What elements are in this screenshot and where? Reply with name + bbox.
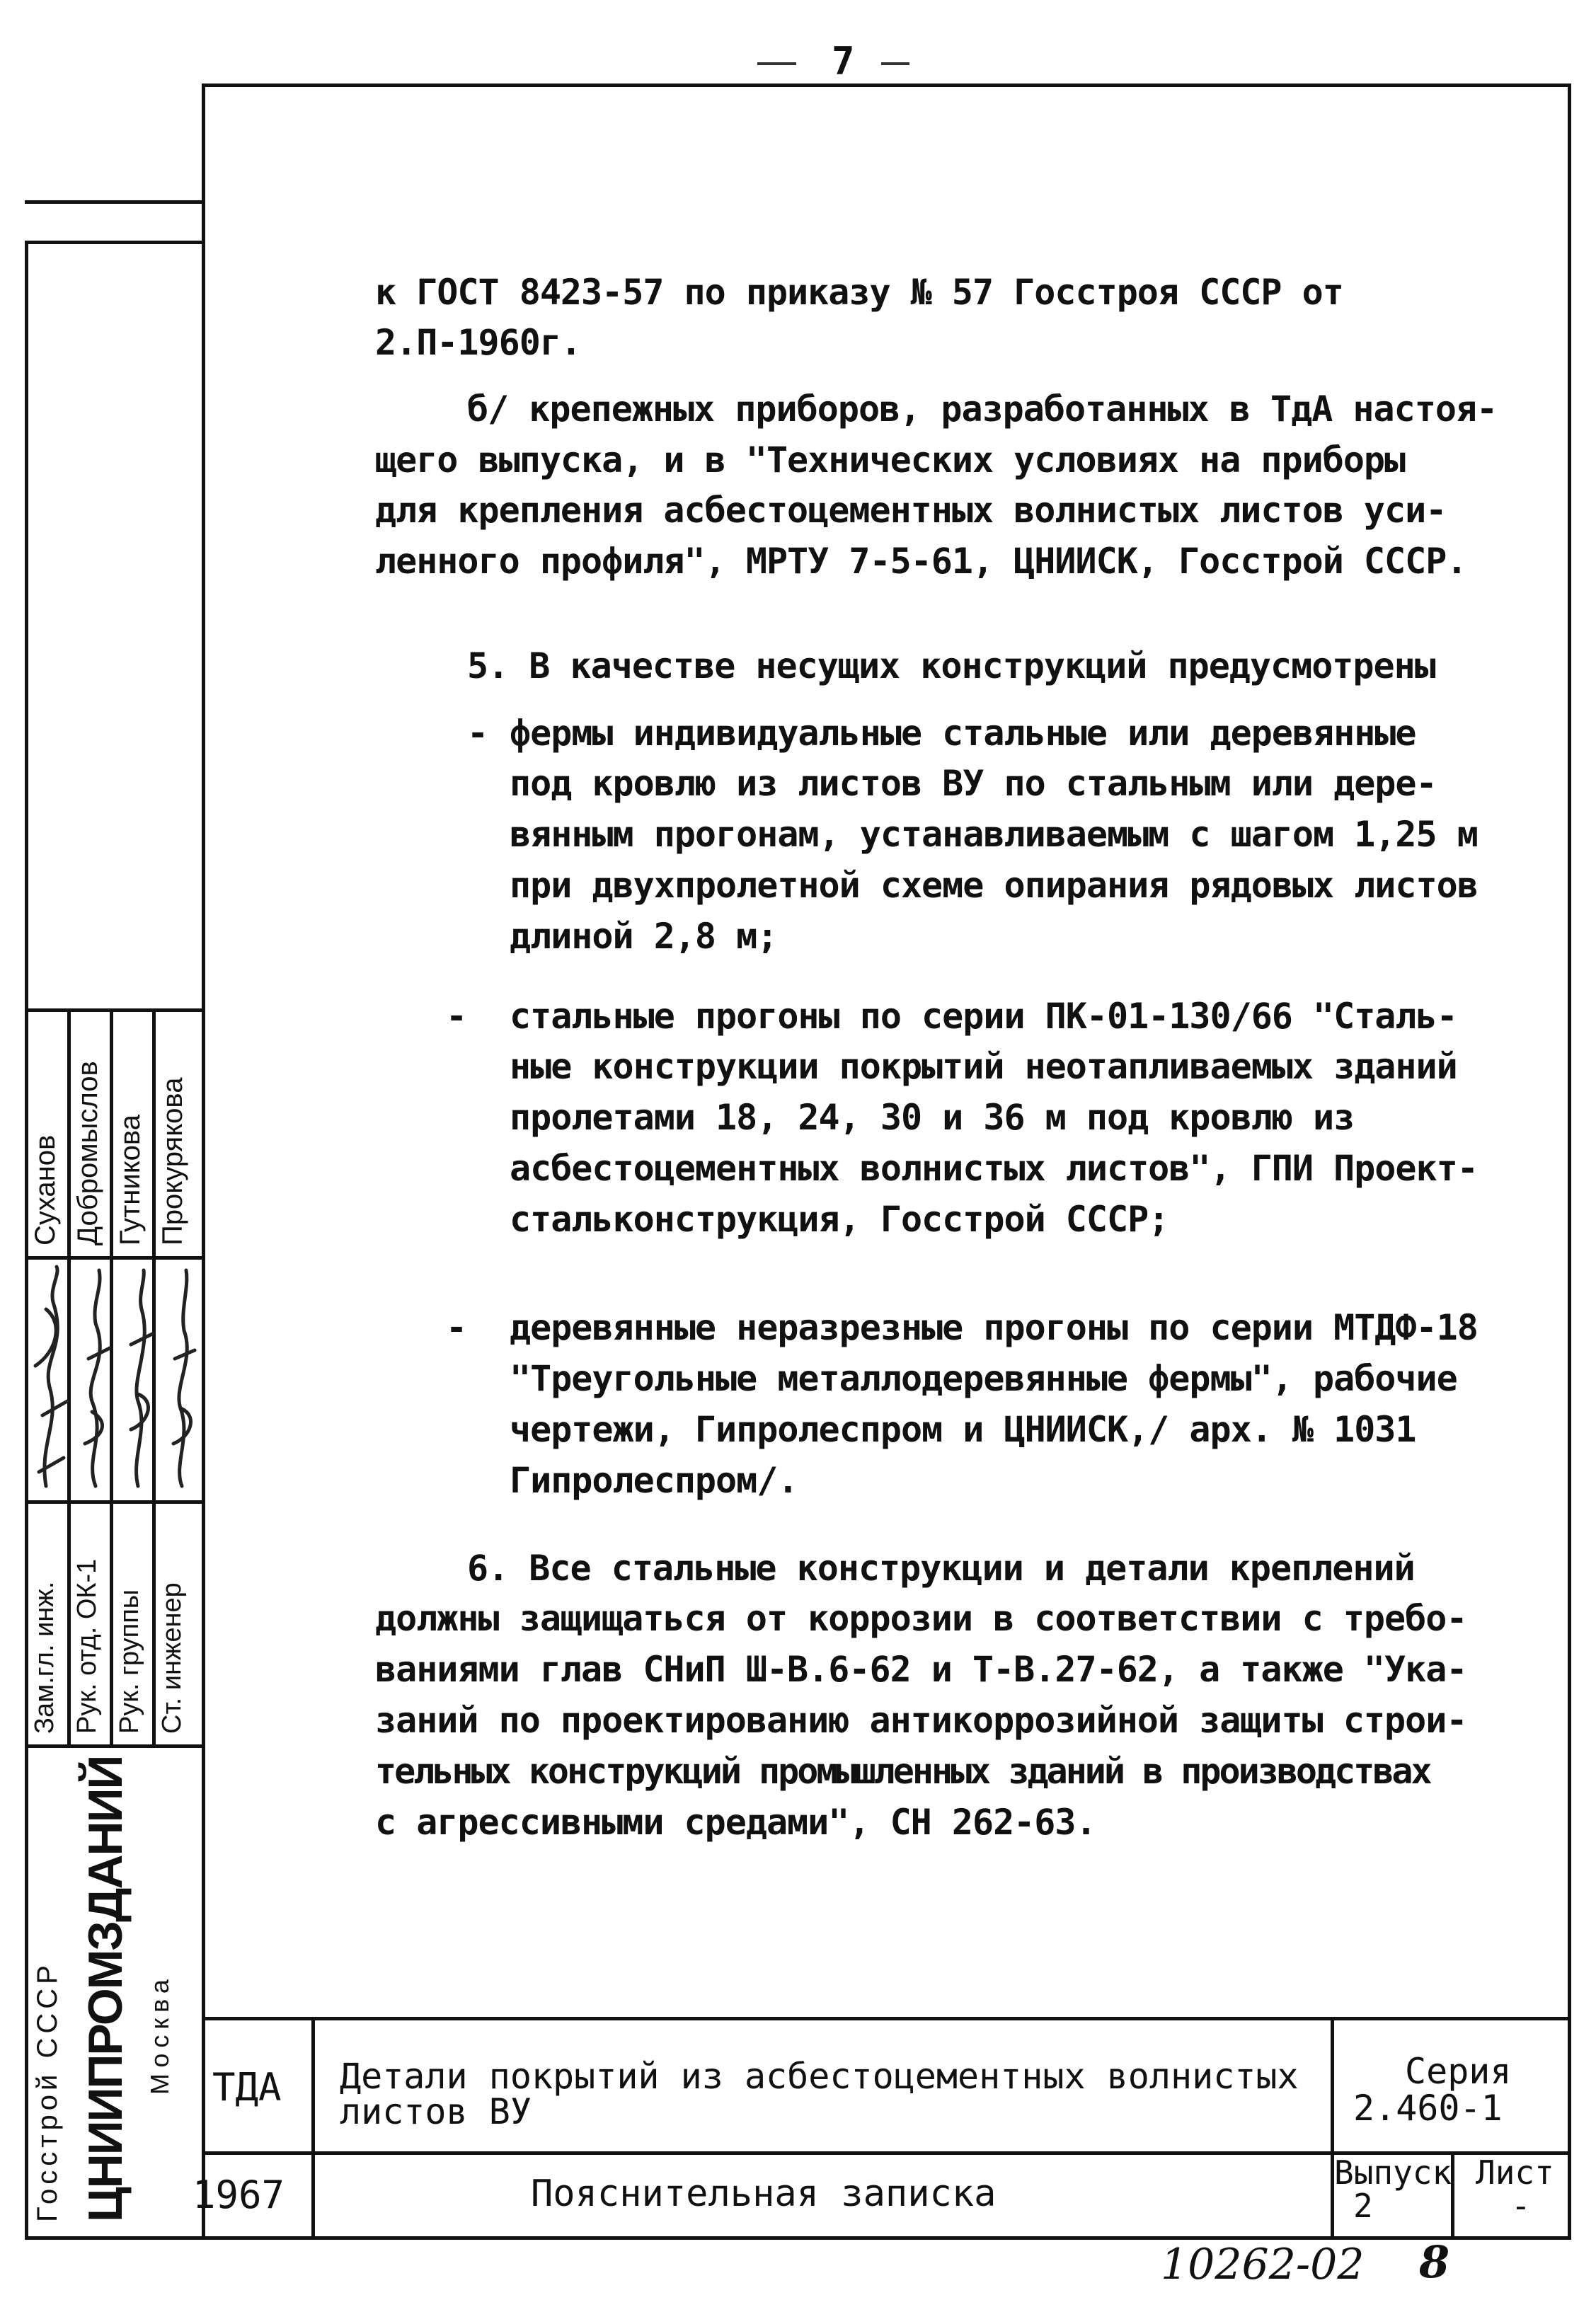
text-line: к ГОСТ 8423-57 по приказу № 57 Госстроя СССР от — [375, 272, 1343, 313]
side-stamp-name-4: Прокурякова — [157, 1077, 188, 1246]
text-line: для крепления асбестоцементных волнистых листов уси- — [375, 490, 1447, 531]
list-item-line: длиной 2,8 м; — [510, 916, 778, 957]
frame-top — [202, 84, 1571, 87]
title-block-issue-value: 2 — [1353, 2187, 1373, 2225]
page-number-dash-right — [881, 62, 909, 65]
margin-line-1 — [25, 200, 202, 204]
title-block-sheet-label: Лист — [1476, 2153, 1554, 2192]
list-item-line: деревянные неразрезные прогоны по серии МТДФ-18 — [510, 1307, 1478, 1348]
text-line: щего выпуска, и в "Технических условиях на приборы — [375, 439, 1406, 481]
side-stamp-org-3: Москва — [145, 1974, 174, 2095]
list-item-line: чертежи, Гипролеспром и ЦНИИСК,/ арх. № 1031 — [510, 1409, 1416, 1450]
text-line: ленного профиля", МРТУ 7-5-61, ЦНИИСК, Госстрой СССР. — [375, 541, 1467, 582]
side-stamp-role-1: Зам.гл. инж. — [30, 1581, 59, 1734]
list-item-line: ные конструкции покрытий неотапливаемых зданий — [510, 1046, 1457, 1087]
list-item-line: под кровлю из листов ВУ по стальным или дере- — [510, 763, 1437, 804]
frame-left — [202, 84, 205, 2238]
side-stamp-top — [25, 1008, 202, 1012]
title-block-series-label: Серия — [1405, 2051, 1512, 2092]
title-block-sheet-value: - — [1511, 2187, 1531, 2225]
archive-number: 10262-02 — [1161, 2240, 1365, 2289]
list-bullet: - — [467, 713, 488, 754]
text-line: ваниями глав СНиП Ш-В.6-62 и Т-В.27-62, а также "Ука- — [375, 1649, 1467, 1690]
margin-left-edge — [25, 241, 28, 2236]
list-item-line: при двухпролетной схеме опирания рядовых листов — [510, 865, 1478, 906]
title-block-org: ТДА — [212, 2065, 282, 2110]
side-stamp-role-3: Рук. группы — [115, 1589, 144, 1734]
title-block-top — [202, 2017, 1571, 2020]
list-item-line: "Треугольные металлодеревянные фермы", рабочие — [510, 1358, 1457, 1399]
list-item-line: Гипролеспром/. — [510, 1460, 798, 1501]
side-stamp-signatures — [25, 1260, 202, 1500]
title-block-issue-label: Выпуск — [1334, 2153, 1452, 2192]
side-stamp-name-1: Суханов — [30, 1134, 61, 1246]
text-line: с агрессивными средами", СН 262-63. — [375, 1802, 1096, 1843]
text-line: 6. Все стальные конструкции и детали креплений — [467, 1548, 1415, 1589]
page-number: 7 — [832, 39, 855, 84]
title-block-col-1 — [311, 2017, 315, 2236]
list-item-line: вянным прогонам, устанавливаемым с шагом 1,25 м — [510, 814, 1478, 855]
list-item-line: стальные прогоны по серии ПК-01-130/66 "Сталь- — [510, 996, 1457, 1037]
side-stamp-role-2: Рук. отд. ОК-1 — [72, 1558, 102, 1734]
list-item-line: стальконструкция, Госстрой СССР; — [510, 1199, 1169, 1240]
title-block-subtitle: Пояснительная записка — [531, 2173, 997, 2215]
archive-sheet: 8 — [1419, 2236, 1450, 2288]
frame-right — [1568, 84, 1571, 2238]
text-line: б/ крепежных приборов, разработанных в ТдА настоя- — [467, 389, 1498, 430]
title-block-col-2 — [1331, 2017, 1334, 2236]
text-line: 2.П-1960г. — [375, 322, 582, 363]
side-stamp-org-1: Госстрой СССР — [32, 1961, 63, 2222]
side-stamp-name-3: Гутникова — [115, 1115, 146, 1246]
side-stamp-name-2: Добромыслов — [72, 1061, 103, 1246]
title-block-series-value: 2.460-1 — [1353, 2088, 1503, 2129]
side-stamp-role-4: Ст. инженер — [157, 1582, 187, 1734]
side-stamp-sigs-bottom — [25, 1500, 202, 1504]
list-bullet: - — [446, 996, 467, 1037]
text-line: должны защищаться от коррозии в соответствии с требо- — [375, 1598, 1467, 1639]
margin-line-2 — [25, 241, 202, 244]
side-stamp-roles-bottom — [25, 1744, 202, 1748]
list-item-line: фермы индивидуальные стальные или деревянные — [510, 713, 1416, 754]
side-stamp-org-2: ЦНИИПРОМЗДАНИЙ — [79, 1756, 132, 2222]
list-item-line: асбестоцементных волнистых листов", ГПИ Проект- — [510, 1148, 1478, 1189]
title-block-title-line1: Детали покрытий из асбестоцементных волнистых — [340, 2056, 1299, 2097]
title-block-title-line2: листов ВУ — [340, 2091, 532, 2132]
page-number-dash-left — [757, 62, 796, 65]
list-item-line: пролетами 18, 24, 30 и 36 м под кровлю из — [510, 1097, 1355, 1138]
text-line: заний по проектированию антикоррозийной защиты строи- — [375, 1700, 1467, 1741]
text-line: 5. В качестве несущих конструкций предусмотрены — [467, 645, 1435, 686]
title-block-year: 1967 — [193, 2173, 285, 2217]
list-bullet: - — [446, 1307, 467, 1348]
text-line: тельных конструкций промышленных зданий в производствах — [375, 1751, 1430, 1792]
